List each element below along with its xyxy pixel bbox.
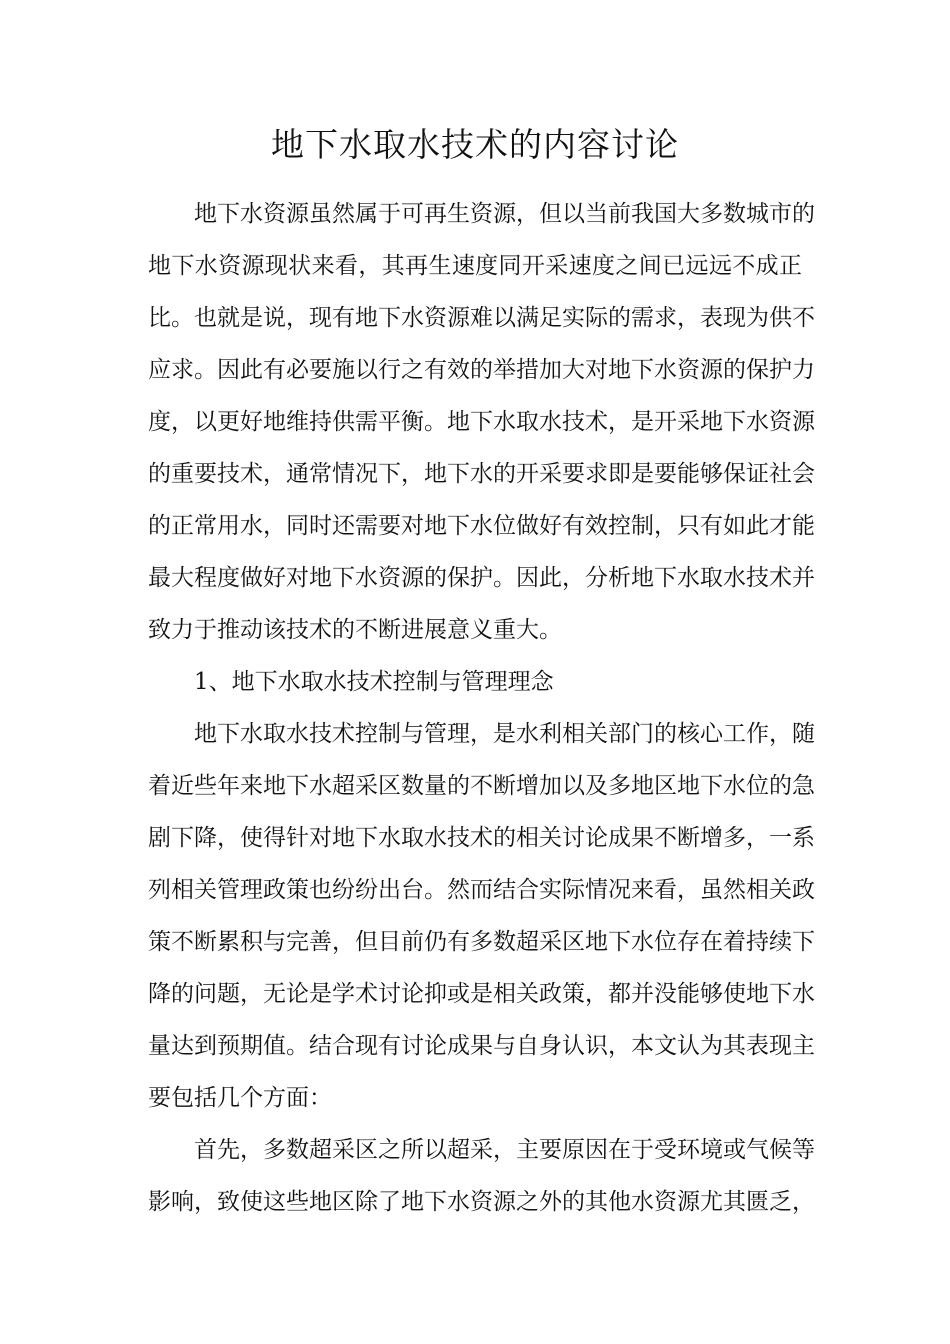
paragraph-3-line-1: 地下水取水技术控制与管理，是水利相关部门的核心工作，随 — [194, 721, 815, 747]
paragraph-3-line-5: 策不断累积与完善，但目前仍有多数超采区地下水位存在着持续下 — [148, 929, 815, 955]
paragraph-3-line-6: 降的问题，无论是学术讨论抑或是相关政策，都并没能够使地下水 — [148, 981, 815, 1007]
section-heading-1: 1、地下水取水技术控制与管理理念 — [194, 669, 554, 695]
paragraph-3-line-4: 列相关管理政策也纷纷出台。然而结合实际情况来看，虽然相关政 — [148, 877, 815, 903]
paragraph-3-line-7: 量达到预期值。结合现有讨论成果与自身认识，本文认为其表现主 — [148, 1033, 815, 1059]
paragraph-1-line-8: 最大程度做好对地下水资源的保护。因此，分析地下水取水技术并 — [148, 565, 815, 591]
paragraph-3-line-2: 着近些年来地下水超采区数量的不断增加以及多地区地下水位的急 — [148, 773, 815, 799]
paragraph-1-line-7: 的正常用水，同时还需要对地下水位做好有效控制，只有如此才能 — [148, 513, 815, 539]
paragraph-3-line-3: 剧下降，使得针对地下水取水技术的相关讨论成果不断增多，一系 — [148, 825, 815, 851]
paragraph-3-line-8: 要包括几个方面： — [148, 1085, 332, 1111]
paragraph-1-line-6: 的重要技术，通常情况下，地下水的开采要求即是要能够保证社会 — [148, 461, 815, 487]
paragraph-1-line-5: 度，以更好地维持供需平衡。地下水取水技术，是开采地下水资源 — [148, 409, 815, 435]
document-title: 地下水取水技术的内容讨论 — [271, 125, 679, 164]
paragraph-1-line-1: 地下水资源虽然属于可再生资源，但以当前我国大多数城市的 — [194, 201, 815, 227]
paragraph-4-line-2: 影响，致使这些地区除了地下水资源之外的其他水资源尤其匮乏， — [148, 1189, 815, 1215]
paragraph-1-line-3: 比。也就是说，现有地下水资源难以满足实际的需求，表现为供不 — [148, 305, 815, 331]
paragraph-1-line-4: 应求。因此有必要施以行之有效的举措加大对地下水资源的保护力 — [148, 357, 815, 383]
paragraph-1-line-2: 地下水资源现状来看，其再生速度同开采速度之间已远远不成正 — [148, 253, 802, 279]
paragraph-1-line-9: 致力于推动该技术的不断进展意义重大。 — [148, 617, 562, 643]
paragraph-4-line-1: 首先，多数超采区之所以超采，主要原因在于受环境或气候等 — [194, 1137, 815, 1163]
